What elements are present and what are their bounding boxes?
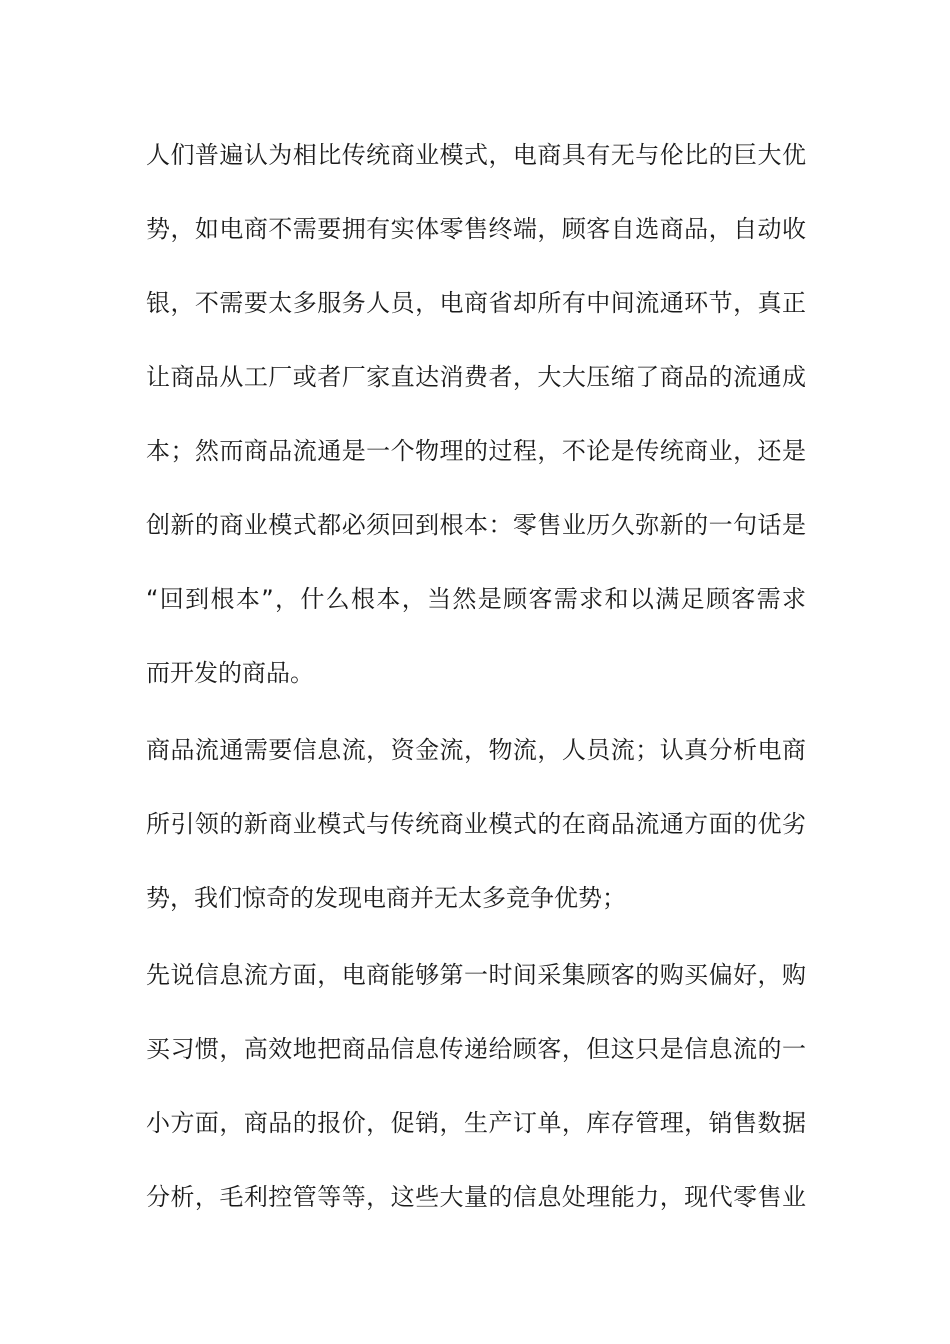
text-line: 势，我们惊奇的发现电商并无太多竞争优势；: [146, 884, 626, 912]
text-line: 银，不需要太多服务人员，电商省却所有中间流通环节，真正: [146, 289, 806, 317]
text-line: 商品流通需要信息流，资金流，物流，人员流；认真分析电商: [146, 736, 806, 764]
text-line: 先说信息流方面，电商能够第一时间采集顾客的购买偏好，购: [146, 961, 806, 989]
text-line: 本；然而商品流通是一个物理的过程，不论是传统商业，还是: [146, 437, 806, 465]
text-line: 小方面，商品的报价，促销，生产订单，库存管理，销售数据: [146, 1109, 806, 1137]
text-line: 而开发的商品。: [146, 659, 314, 687]
text-line: 买习惯，高效地把商品信息传递给顾客，但这只是信息流的一: [146, 1035, 806, 1063]
text-line: 人们普遍认为相比传统商业模式，电商具有无与伦比的巨大优: [146, 141, 806, 169]
text-line: 分析，毛利控管等等，这些大量的信息处理能力，现代零售业: [146, 1183, 806, 1211]
text-line: 创新的商业模式都必须回到根本：零售业历久弥新的一句话是: [146, 511, 806, 539]
text-line: “回到根本”，什么根本，当然是顾客需求和以满足顾客需求: [146, 585, 806, 613]
text-line: 所引领的新商业模式与传统商业模式的在商品流通方面的优劣: [146, 810, 806, 838]
text-line: 势，如电商不需要拥有实体零售终端，顾客自选商品，自动收: [146, 215, 806, 243]
text-line: 让商品从工厂或者厂家直达消费者，大大压缩了商品的流通成: [146, 363, 806, 391]
